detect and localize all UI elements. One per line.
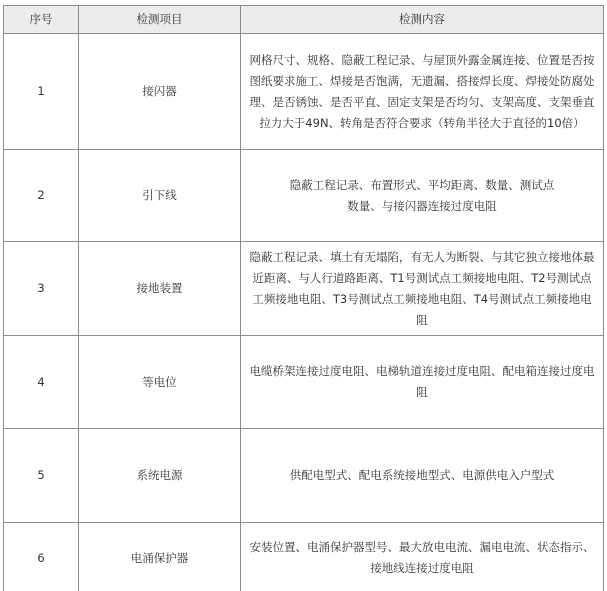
row-content: 隐蔽工程记录、布置形式、平均距离、数量、测试点数量、与接闪器连接过度电阻: [289, 177, 555, 213]
header-item: 检测项目: [79, 6, 241, 34]
row-item: 电涌保护器: [79, 523, 241, 591]
table-row: [4, 429, 604, 523]
row-content-cell: [241, 34, 604, 150]
header-content: 检测内容: [241, 6, 604, 34]
row-content: 安装位置、电涌保护器型号、最大放电电流、漏电电流、状态指示、接地线连接过度电阻: [249, 540, 595, 575]
header-row: [4, 6, 604, 34]
row-item: 接地装置: [79, 242, 241, 336]
row-content: 网格尺寸、规格、隐蔽工程记录、与屋顶外露金属连接、位置是否按图纸要求施工、焊接是否饱满，无遗漏、搭接焊长度、焊接处防腐处理、是否锈蚀、是否平直、固定支架是否均匀、支架高度、支架垂直拉力大于49N、转角是否符合要求（转角半径大于直径的10倍）: [249, 52, 595, 130]
row-no: 3: [4, 242, 79, 336]
table-row: [4, 336, 604, 429]
row-content: 电缆桥架连接过度电阻、电梯轨道连接过度电阻、配电箱连接过度电阻: [249, 364, 595, 399]
row-item: 接闪器: [79, 34, 241, 150]
table-row: [4, 523, 604, 591]
row-no: 4: [4, 336, 79, 429]
row-no: 5: [4, 429, 79, 523]
row-item: 引下线: [79, 150, 241, 242]
row-content-cell: [241, 150, 604, 242]
row-no: 2: [4, 150, 79, 242]
table-row: [4, 242, 604, 336]
table-row: [4, 34, 604, 150]
row-item: 系统电源: [79, 429, 241, 523]
row-content: 供配电型式、配电系统接地型式、电源供电入户型式: [289, 468, 555, 482]
table-row: [4, 150, 604, 242]
table-header: [4, 6, 604, 34]
table-body: [4, 34, 604, 591]
row-content-cell: [241, 336, 604, 429]
row-content-cell: [241, 523, 604, 591]
row-no: 6: [4, 523, 79, 591]
row-content-cell: [241, 242, 604, 336]
row-content-cell: [241, 429, 604, 523]
header-no: 序号: [4, 6, 79, 34]
row-content: 隐蔽工程记录、填土有无塌陷，有无人为断裂、与其它独立接地体最近距离、与人行道路距离、T1号测试点工频接地电阻、T2号测试点工频接地电阻、T3号测试点工频接地电阻、T4号测试点工频接地电阻: [249, 249, 595, 327]
inspection-table: [3, 5, 604, 591]
row-no: 1: [4, 34, 79, 150]
row-item: 等电位: [79, 336, 241, 429]
